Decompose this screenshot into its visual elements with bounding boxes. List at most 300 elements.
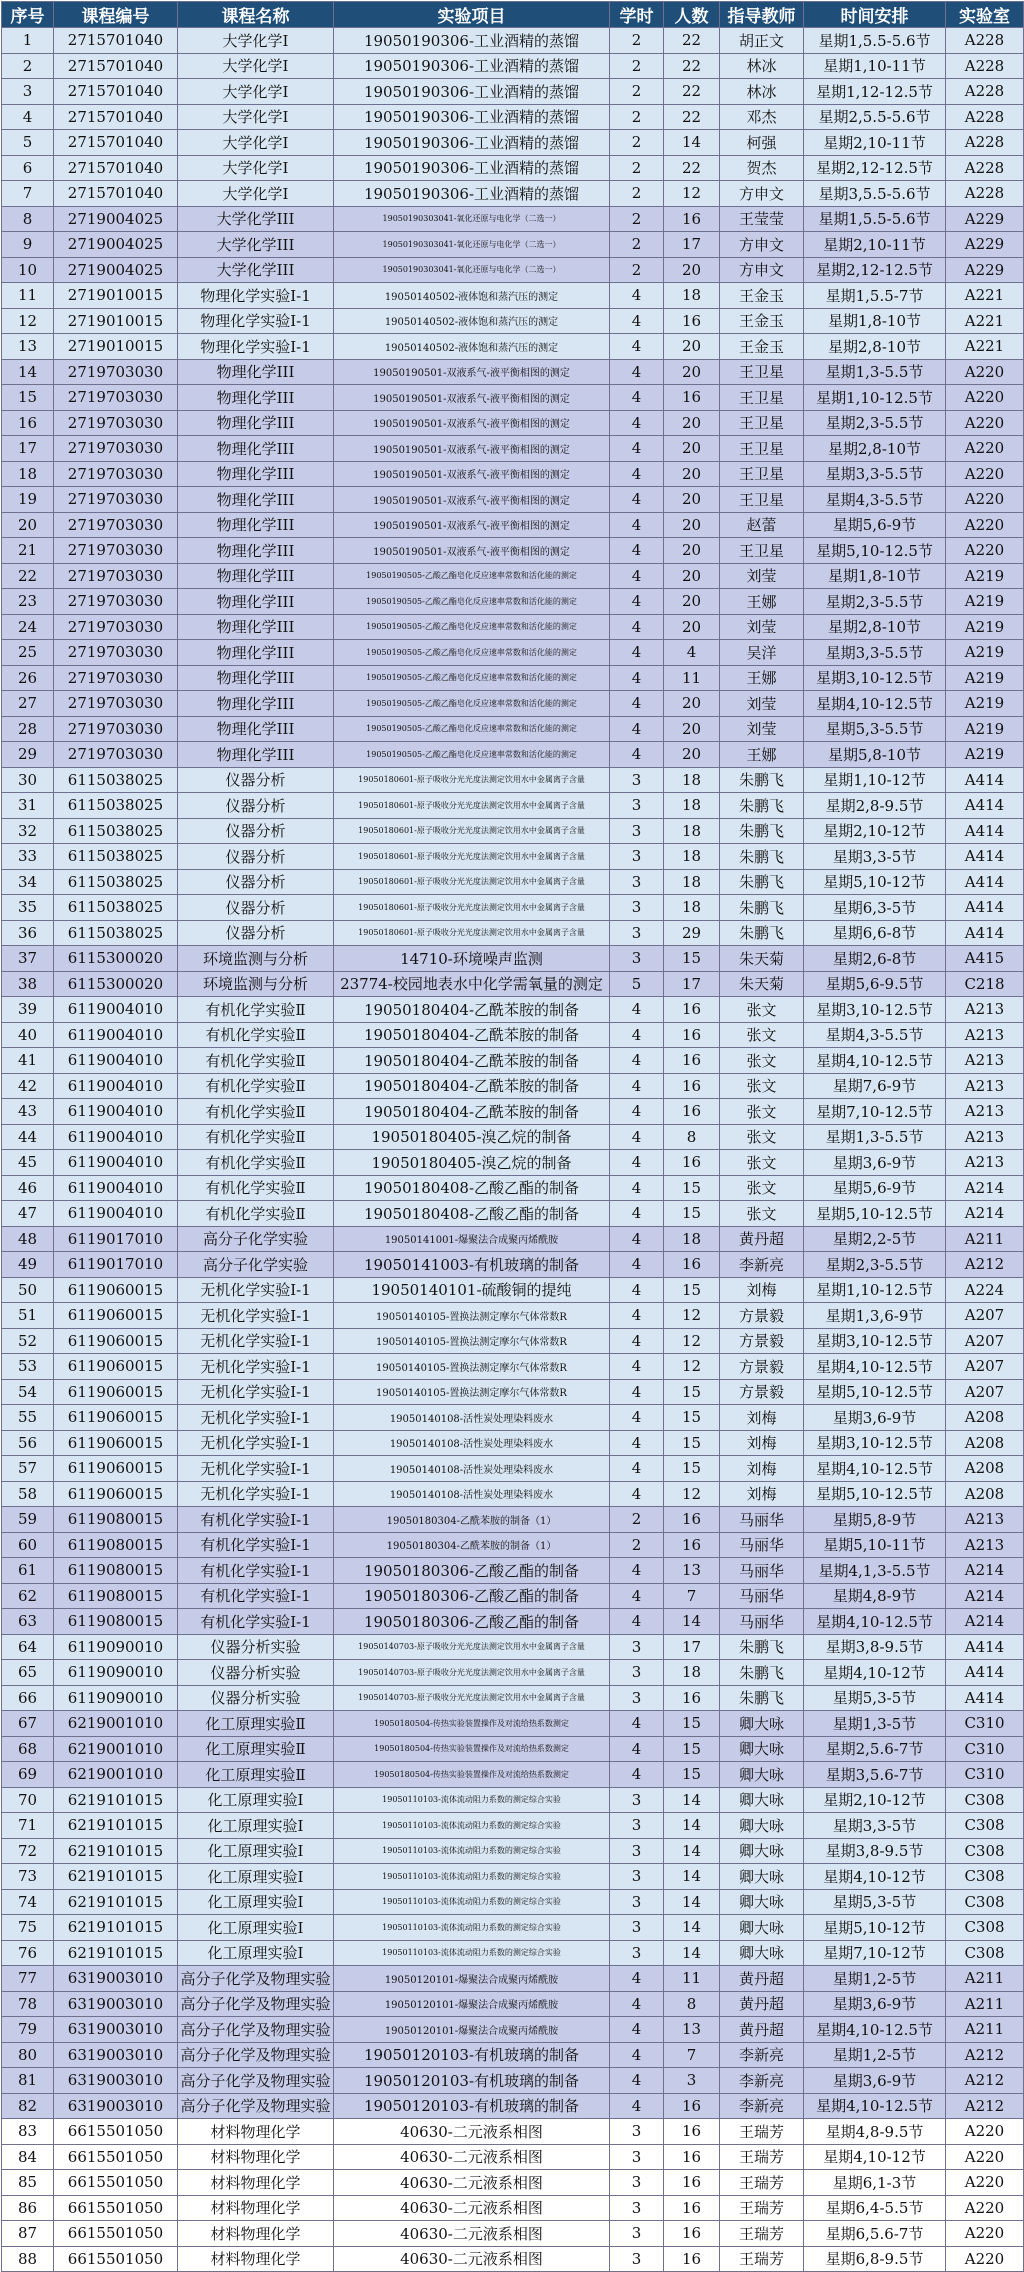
table-cell: 2715701040 — [54, 181, 178, 207]
table-cell: 68 — [2, 1736, 54, 1762]
column-header: 学时 — [610, 2, 664, 28]
table-cell: 6119017010 — [54, 1226, 178, 1252]
table-cell: 40630-二元液系相图 — [334, 2119, 610, 2145]
table-cell: 高分子化学及物理实验 — [178, 2093, 334, 2119]
table-cell: 有机化学实验Ⅱ — [178, 1022, 334, 1048]
table-cell: 6115038025 — [54, 920, 178, 946]
table-cell: 朱鹏飞 — [720, 895, 804, 921]
table-cell: 2 — [610, 28, 664, 54]
table-row — [2, 1201, 1024, 1227]
table-cell: 19050190505-乙酸乙酯皂化反应速率常数和活化能的测定 — [334, 742, 610, 768]
table-row — [2, 1481, 1024, 1507]
table-cell: 16 — [664, 1507, 720, 1533]
table-cell: 星期3,8-9.5节 — [804, 1634, 946, 1660]
table-cell: 19 — [2, 487, 54, 513]
table-cell: 6319003010 — [54, 2068, 178, 2094]
table-cell: 王金玉 — [720, 283, 804, 309]
table-cell: 19050140502-液体饱和蒸汽压的测定 — [334, 334, 610, 360]
table-cell: 19050180601-原子吸收分光光度法测定饮用水中金属离子含量 — [334, 767, 610, 793]
table-row — [2, 1150, 1024, 1176]
table-cell: 王瑞芳 — [720, 2144, 804, 2170]
table-cell: 仪器分析 — [178, 869, 334, 895]
table-cell: 星期2,10-12节 — [804, 818, 946, 844]
table-cell: 6119090010 — [54, 1685, 178, 1711]
table-cell: 19050140502-液体饱和蒸汽压的测定 — [334, 308, 610, 334]
table-cell: 22 — [664, 53, 720, 79]
table-cell: 18 — [664, 844, 720, 870]
table-cell: 星期5,10-12.5节 — [804, 538, 946, 564]
table-cell: 4 — [610, 1124, 664, 1150]
table-cell: 环境监测与分析 — [178, 971, 334, 997]
table-cell: A228 — [946, 53, 1024, 79]
table-cell: 马丽华 — [720, 1609, 804, 1635]
table-row — [2, 2093, 1024, 2119]
table-cell: 4 — [610, 1966, 664, 1992]
table-cell: 星期1,5.5-7节 — [804, 283, 946, 309]
table-cell: 物理化学III — [178, 487, 334, 513]
table-cell: 张文 — [720, 1175, 804, 1201]
column-header: 人数 — [664, 2, 720, 28]
table-cell: 23774-校园地表水中化学需氧量的测定 — [334, 971, 610, 997]
table-cell: 李新亮 — [720, 2068, 804, 2094]
table-cell: 19050190501-双液系气-液平衡相图的测定 — [334, 538, 610, 564]
table-cell: 物理化学III — [178, 691, 334, 717]
table-cell: 2719703030 — [54, 665, 178, 691]
table-cell: 3 — [610, 1864, 664, 1890]
table-cell: 方景毅 — [720, 1303, 804, 1329]
table-cell: 卿大咏 — [720, 1940, 804, 1966]
column-header: 序号 — [2, 2, 54, 28]
table-row — [2, 461, 1024, 487]
table-cell: 19050190303041-氧化还原与电化学（二选一） — [334, 232, 610, 258]
table-row — [2, 742, 1024, 768]
table-row — [2, 1048, 1024, 1074]
table-cell: 3 — [610, 2195, 664, 2221]
table-row — [2, 2119, 1024, 2145]
table-cell: 有机化学实验Ⅱ — [178, 1048, 334, 1074]
table-row — [2, 1991, 1024, 2017]
table-cell: 13 — [664, 2017, 720, 2043]
table-cell: 4 — [610, 1150, 664, 1176]
table-cell: 4 — [610, 283, 664, 309]
table-cell: 19050190303041-氧化还原与电化学（二选一） — [334, 206, 610, 232]
table-row — [2, 28, 1024, 54]
table-cell: A213 — [946, 1532, 1024, 1558]
table-cell: 58 — [2, 1481, 54, 1507]
table-cell: 高分子化学及物理实验 — [178, 2042, 334, 2068]
table-cell: 3 — [610, 2119, 664, 2145]
table-cell: 12 — [664, 181, 720, 207]
table-cell: 朱鹏飞 — [720, 1660, 804, 1686]
table-cell: 4 — [610, 1456, 664, 1482]
table-cell: 15 — [664, 1175, 720, 1201]
table-cell: 19050120101-爆聚法合成聚丙烯酰胺 — [334, 1966, 610, 1992]
table-row — [2, 487, 1024, 513]
table-cell: A211 — [946, 1966, 1024, 1992]
column-header: 实验室 — [946, 2, 1024, 28]
table-cell: A213 — [946, 1048, 1024, 1074]
table-cell: 19050120101-爆聚法合成聚丙烯酰胺 — [334, 1991, 610, 2017]
table-cell: 46 — [2, 1175, 54, 1201]
table-row — [2, 2246, 1024, 2272]
table-cell: A213 — [946, 1150, 1024, 1176]
table-cell: 16 — [664, 2144, 720, 2170]
table-cell: 19050190505-乙酸乙酯皂化反应速率常数和活化能的测定 — [334, 640, 610, 666]
table-cell: 2 — [610, 1507, 664, 1533]
table-cell: 4 — [610, 461, 664, 487]
table-cell: 16 — [664, 1685, 720, 1711]
table-cell: 82 — [2, 2093, 54, 2119]
table-cell: 18 — [664, 767, 720, 793]
table-cell: 19050140502-液体饱和蒸汽压的测定 — [334, 283, 610, 309]
table-cell: 3 — [610, 2221, 664, 2247]
table-cell: 朱鹏飞 — [720, 920, 804, 946]
table-cell: A219 — [946, 742, 1024, 768]
table-cell: 2719703030 — [54, 589, 178, 615]
table-cell: 20 — [664, 742, 720, 768]
table-cell: 19050110103-流体流动阻力系数的测定综合实验 — [334, 1838, 610, 1864]
table-cell: 22 — [664, 155, 720, 181]
table-cell: 星期3,8-9.5节 — [804, 1838, 946, 1864]
table-cell: 2719703030 — [54, 487, 178, 513]
table-cell: 星期4,10-12.5节 — [804, 2017, 946, 2043]
table-cell: 4 — [610, 487, 664, 513]
table-cell: 6119004010 — [54, 1099, 178, 1125]
table-cell: 6119060015 — [54, 1379, 178, 1405]
table-cell: 49 — [2, 1252, 54, 1278]
table-cell: 星期3,6-9节 — [804, 1150, 946, 1176]
table-cell: 6219101015 — [54, 1940, 178, 1966]
table-cell: 18 — [664, 283, 720, 309]
table-cell: 星期5,10-11节 — [804, 1532, 946, 1558]
table-cell: 4 — [610, 589, 664, 615]
table-cell: 星期1,10-12.5节 — [804, 1277, 946, 1303]
table-cell: 19050180404-乙酰苯胺的制备 — [334, 997, 610, 1023]
table-cell: 黄丹超 — [720, 1226, 804, 1252]
table-cell: 星期5,3-5节 — [804, 1685, 946, 1711]
table-cell: 20 — [664, 589, 720, 615]
table-row — [2, 1915, 1024, 1941]
table-row — [2, 155, 1024, 181]
table-cell: 6115038025 — [54, 767, 178, 793]
table-cell: 卿大咏 — [720, 1787, 804, 1813]
table-cell: 星期4,10-12.5节 — [804, 1456, 946, 1482]
table-cell: 星期1,12-12.5节 — [804, 79, 946, 105]
table-row — [2, 1354, 1024, 1380]
table-cell: 35 — [2, 895, 54, 921]
table-cell: 星期3,10-12.5节 — [804, 997, 946, 1023]
table-cell: 16 — [664, 2170, 720, 2196]
table-cell: 20 — [664, 614, 720, 640]
table-cell: 2719703030 — [54, 614, 178, 640]
table-cell: 4 — [610, 1711, 664, 1737]
table-cell: 无机化学实验I-1 — [178, 1379, 334, 1405]
table-cell: 20 — [664, 257, 720, 283]
table-cell: 19050180306-乙酸乙酯的制备 — [334, 1583, 610, 1609]
table-cell: 19050140108-活性炭处理染料废水 — [334, 1456, 610, 1482]
table-cell: 3 — [610, 818, 664, 844]
table-cell: 40630-二元液系相图 — [334, 2195, 610, 2221]
table-cell: A211 — [946, 2017, 1024, 2043]
table-cell: 4 — [610, 1226, 664, 1252]
table-cell: 14 — [664, 130, 720, 156]
table-cell: 4 — [610, 1991, 664, 2017]
table-cell: 物理化学III — [178, 665, 334, 691]
table-cell: A229 — [946, 206, 1024, 232]
table-cell: 19050190306-工业酒精的蒸馏 — [334, 181, 610, 207]
table-cell: 30 — [2, 767, 54, 793]
table-cell: 4 — [610, 359, 664, 385]
table-cell: 21 — [2, 538, 54, 564]
table-cell: 11 — [2, 283, 54, 309]
table-cell: 6219001010 — [54, 1711, 178, 1737]
table-cell: 星期5,8-10节 — [804, 742, 946, 768]
table-cell: 物理化学III — [178, 436, 334, 462]
table-cell: 材料物理化学 — [178, 2119, 334, 2145]
table-cell: 李新亮 — [720, 1252, 804, 1278]
table-row — [2, 1328, 1024, 1354]
table-cell: 19050190501-双液系气-液平衡相图的测定 — [334, 436, 610, 462]
table-cell: 6615501050 — [54, 2195, 178, 2221]
table-cell: 化工原理实验Ⅰ — [178, 1915, 334, 1941]
table-cell: 18 — [664, 1226, 720, 1252]
table-cell: 16 — [664, 1048, 720, 1074]
table-cell: 4 — [610, 1099, 664, 1125]
table-cell: A214 — [946, 1609, 1024, 1635]
table-cell: 王金玉 — [720, 334, 804, 360]
table-cell: A220 — [946, 2246, 1024, 2272]
table-cell: 85 — [2, 2170, 54, 2196]
table-cell: 19050190505-乙酸乙酯皂化反应速率常数和活化能的测定 — [334, 691, 610, 717]
table-cell: 50 — [2, 1277, 54, 1303]
table-cell: 张文 — [720, 1150, 804, 1176]
table-row — [2, 1226, 1024, 1252]
table-cell: 有机化学实验Ⅰ-1 — [178, 1507, 334, 1533]
table-row — [2, 614, 1024, 640]
table-cell: 15 — [664, 1762, 720, 1788]
table-row — [2, 2042, 1024, 2068]
table-cell: 王娜 — [720, 742, 804, 768]
table-cell: 无机化学实验I-1 — [178, 1405, 334, 1431]
table-cell: 星期4,10-12.5节 — [804, 1354, 946, 1380]
table-row — [2, 79, 1024, 105]
table-row — [2, 385, 1024, 411]
table-cell: 仪器分析 — [178, 895, 334, 921]
table-cell: A213 — [946, 1073, 1024, 1099]
table-cell: 邓杰 — [720, 104, 804, 130]
table-cell: 有机化学实验Ⅰ-1 — [178, 1558, 334, 1584]
table-cell: 星期7,10-12.5节 — [804, 1099, 946, 1125]
table-cell: 朱鹏飞 — [720, 869, 804, 895]
table-cell: 19050190501-双液系气-液平衡相图的测定 — [334, 410, 610, 436]
table-cell: 大学化学III — [178, 206, 334, 232]
table-cell: 4 — [610, 1405, 664, 1431]
table-cell: 星期5,10-12.5节 — [804, 1379, 946, 1405]
table-row — [2, 1124, 1024, 1150]
table-cell: 15 — [664, 1736, 720, 1762]
table-cell: 18 — [664, 869, 720, 895]
table-cell: 星期7,10-12节 — [804, 1940, 946, 1966]
table-cell: 14 — [664, 1609, 720, 1635]
table-cell: A228 — [946, 181, 1024, 207]
table-cell: 星期2,8-10节 — [804, 334, 946, 360]
table-cell: 3 — [610, 793, 664, 819]
table-cell: 19050110103-流体流动阻力系数的测定综合实验 — [334, 1915, 610, 1941]
table-cell: A208 — [946, 1430, 1024, 1456]
table-cell: 2719703030 — [54, 538, 178, 564]
table-row — [2, 1532, 1024, 1558]
table-cell: A220 — [946, 512, 1024, 538]
table-cell: 19050180601-原子吸收分光光度法测定饮用水中金属离子含量 — [334, 869, 610, 895]
table-cell: 无机化学实验I-1 — [178, 1456, 334, 1482]
table-cell: A414 — [946, 1685, 1024, 1711]
table-row — [2, 640, 1024, 666]
table-cell: 16 — [664, 206, 720, 232]
table-cell: 19050120103-有机玻璃的制备 — [334, 2042, 610, 2068]
table-cell: 19050180601-原子吸收分光光度法测定饮用水中金属离子含量 — [334, 818, 610, 844]
table-cell: 16 — [664, 2246, 720, 2272]
table-cell: 3 — [610, 2246, 664, 2272]
table-row — [2, 2170, 1024, 2196]
table-row — [2, 1966, 1024, 1992]
table-cell: 物理化学III — [178, 716, 334, 742]
table-cell: 4 — [610, 2093, 664, 2119]
table-cell: 71 — [2, 1813, 54, 1839]
table-cell: 星期1,3-5节 — [804, 1711, 946, 1737]
table-cell: 有机化学实验Ⅱ — [178, 1099, 334, 1125]
table-cell: A219 — [946, 589, 1024, 615]
table-row — [2, 793, 1024, 819]
table-cell: 19050180405-溴乙烷的制备 — [334, 1150, 610, 1176]
table-cell: 81 — [2, 2068, 54, 2094]
table-cell: 星期5,10-12节 — [804, 869, 946, 895]
table-cell: 大学化学III — [178, 257, 334, 283]
table-cell: 6119090010 — [54, 1660, 178, 1686]
table-cell: 80 — [2, 2042, 54, 2068]
table-cell: 12 — [664, 1303, 720, 1329]
table-cell: 星期1,8-10节 — [804, 563, 946, 589]
table-cell: 物理化学III — [178, 742, 334, 768]
table-cell: 4 — [610, 716, 664, 742]
table-cell: 31 — [2, 793, 54, 819]
table-cell: 20 — [664, 487, 720, 513]
table-cell: 17 — [664, 1634, 720, 1660]
table-cell: 19050190306-工业酒精的蒸馏 — [334, 28, 610, 54]
table-cell: 2719004025 — [54, 206, 178, 232]
table-cell: 星期5,10-12.5节 — [804, 1201, 946, 1227]
table-cell: 星期6,5.6-7节 — [804, 2221, 946, 2247]
table-cell: 2719703030 — [54, 385, 178, 411]
table-cell: 54 — [2, 1379, 54, 1405]
table-cell: 33 — [2, 844, 54, 870]
table-cell: 3 — [610, 946, 664, 972]
table-cell: 星期1,10-12节 — [804, 767, 946, 793]
table-row — [2, 1864, 1024, 1890]
table-cell: 6319003010 — [54, 2042, 178, 2068]
table-row — [2, 1787, 1024, 1813]
table-cell: 70 — [2, 1787, 54, 1813]
table-cell: 星期3,10-12.5节 — [804, 665, 946, 691]
table-cell: 卿大咏 — [720, 1864, 804, 1890]
table-cell: 仪器分析 — [178, 920, 334, 946]
table-cell: 3 — [2, 79, 54, 105]
table-cell: 有机化学实验Ⅰ-1 — [178, 1583, 334, 1609]
table-cell: 16 — [664, 1532, 720, 1558]
table-cell: 星期3,3-5节 — [804, 1813, 946, 1839]
table-cell: 卿大咏 — [720, 1889, 804, 1915]
table-cell: 60 — [2, 1532, 54, 1558]
table-cell: A212 — [946, 1252, 1024, 1278]
table-cell: 星期1,3-5.5节 — [804, 1124, 946, 1150]
table-cell: 19050180304-乙酰苯胺的制备（1） — [334, 1532, 610, 1558]
table-cell: A212 — [946, 2068, 1024, 2094]
table-cell: A220 — [946, 436, 1024, 462]
table-cell: 3 — [610, 767, 664, 793]
table-cell: 3 — [610, 1813, 664, 1839]
table-cell: 6119004010 — [54, 1022, 178, 1048]
table-cell: 6219101015 — [54, 1813, 178, 1839]
table-cell: 4 — [610, 512, 664, 538]
table-cell: 方景毅 — [720, 1354, 804, 1380]
table-cell: A214 — [946, 1558, 1024, 1584]
table-cell: 4 — [610, 1252, 664, 1278]
table-cell: 6219001010 — [54, 1736, 178, 1762]
table-cell: 2 — [610, 181, 664, 207]
header-row — [2, 2, 1024, 28]
table-cell: 14 — [2, 359, 54, 385]
table-cell: 16 — [664, 2195, 720, 2221]
table-row — [2, 512, 1024, 538]
table-row — [2, 2144, 1024, 2170]
column-header: 实验项目 — [334, 2, 610, 28]
table-cell: 卿大咏 — [720, 1711, 804, 1737]
table-cell: 王瑞芳 — [720, 2246, 804, 2272]
table-cell: 19050110103-流体流动阻力系数的测定综合实验 — [334, 1889, 610, 1915]
table-cell: C308 — [946, 1889, 1024, 1915]
table-cell: 朱天菊 — [720, 971, 804, 997]
table-cell: 19050120101-爆聚法合成聚丙烯酰胺 — [334, 2017, 610, 2043]
table-cell: 6219101015 — [54, 1838, 178, 1864]
table-cell: 刘莹 — [720, 691, 804, 717]
table-row — [2, 1456, 1024, 1482]
table-row — [2, 1889, 1024, 1915]
table-cell: 4 — [610, 640, 664, 666]
table-cell: 14 — [664, 1813, 720, 1839]
table-row — [2, 1430, 1024, 1456]
table-cell: A207 — [946, 1303, 1024, 1329]
table-cell: 19050180405-溴乙烷的制备 — [334, 1124, 610, 1150]
table-cell: A228 — [946, 104, 1024, 130]
table-row — [2, 257, 1024, 283]
table-cell: 物理化学III — [178, 538, 334, 564]
table-cell: 朱鹏飞 — [720, 1685, 804, 1711]
table-row — [2, 946, 1024, 972]
table-cell: 星期2,10-11节 — [804, 130, 946, 156]
table-cell: 7 — [664, 1583, 720, 1609]
table-row — [2, 716, 1024, 742]
table-cell: 19050140703-原子吸收分光光度法测定饮用水中金属离子含量 — [334, 1634, 610, 1660]
table-cell: A414 — [946, 920, 1024, 946]
table-row — [2, 1660, 1024, 1686]
table-row — [2, 1736, 1024, 1762]
table-cell: 王金玉 — [720, 308, 804, 334]
table-cell: 4 — [610, 1048, 664, 1074]
table-cell: A220 — [946, 359, 1024, 385]
table-cell: 15 — [664, 946, 720, 972]
table-cell: 17 — [664, 971, 720, 997]
table-cell: 6219101015 — [54, 1787, 178, 1813]
table-cell: 13 — [664, 1558, 720, 1584]
